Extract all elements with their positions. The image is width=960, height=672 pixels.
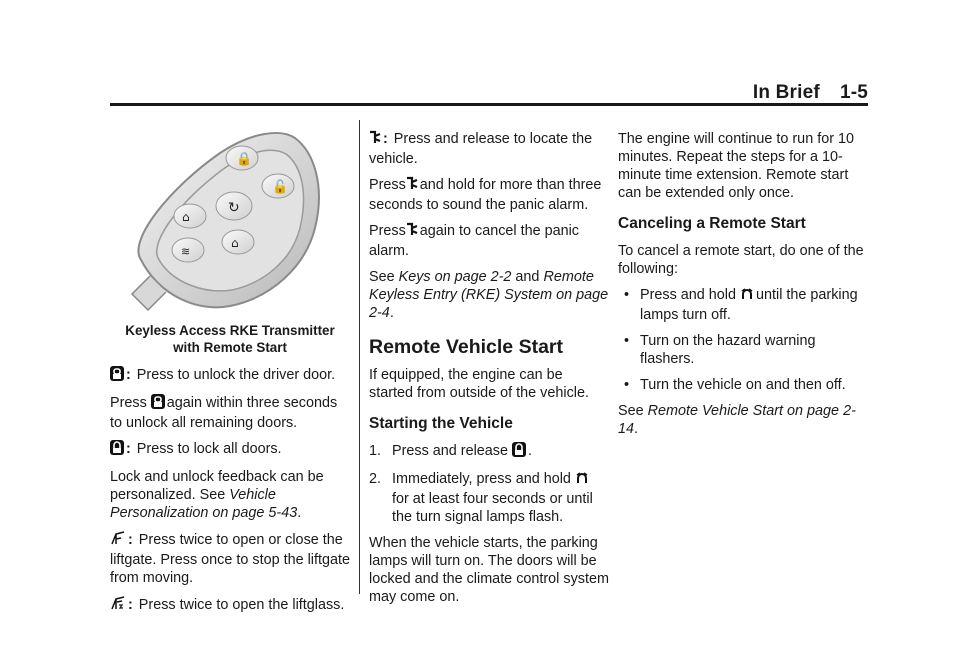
column-3 (618, 130, 868, 446)
section-name: In Brief (752, 82, 820, 103)
feedback-paragraph: Lock and unlock feedback can be personalized. See Vehicle Personalization on page 5-43. (110, 469, 324, 521)
figure-caption: Keyless Access RKE Transmitter with Remote Start (125, 323, 335, 355)
remote-vehicle-start-link[interactable]: Remote Vehicle Start on page 2-14 (618, 403, 856, 437)
lock-icon (512, 442, 526, 462)
keys-link[interactable]: Keys on page 2-2 (398, 269, 512, 285)
panic-icon (369, 130, 381, 150)
panic-description: : Press and release to locate the vehicle. (369, 131, 593, 167)
heading-canceling-remote-start: Canceling a Remote Start (618, 215, 806, 232)
page-header (110, 78, 868, 106)
svg-text:↻: ↻ (228, 200, 240, 216)
panic-hold-paragraph: Press and hold for more than three seconds to sound the panic alarm. (369, 177, 602, 213)
step-2: 2. Immediately, press and hold for at least four seconds or until the turn signal lamps flash. (369, 471, 593, 525)
cancel-intro: To cancel a remote start, do one of the following: (618, 243, 864, 277)
engine-run-paragraph: The engine will continue to run for 10 minutes. Repeat the steps for a 10-minute time extension. Remote start can be extended only once. (618, 131, 854, 201)
svg-text:🔓: 🔓 (272, 180, 289, 195)
list-item: • Press and hold until the parking lamps turn off. (624, 287, 858, 323)
rvs-intro: If equipped, the engine can be started from outside of the vehicle. (369, 367, 589, 401)
step-1: 1. Press and release . (369, 442, 609, 462)
see-keys-paragraph: See Keys on page 2-2 and Remote Keyless Entry (RKE) System on page 2-4. (369, 269, 609, 321)
unlock-icon (151, 394, 165, 414)
vehicle-personalization-link[interactable]: Vehicle Personalization on page 5-43 (110, 487, 298, 521)
heading-starting-vehicle: Starting the Vehicle (369, 415, 513, 432)
vehicle-starts-paragraph: When the vehicle starts, the parking lamps will turn on. The doors will be locked and the climate control system may come on. (369, 535, 609, 605)
liftgate-icon (110, 530, 126, 551)
svg-text:🔒: 🔒 (236, 152, 253, 167)
see-remote-start-paragraph: See Remote Vehicle Start on page 2-14. (618, 403, 856, 437)
liftglass-icon (110, 595, 126, 616)
unlock-again-description: Press again within three seconds to unlock all remaining doors. (110, 395, 338, 431)
svg-text:⌂: ⌂ (231, 236, 239, 250)
column-1 (110, 118, 350, 624)
lock-description: : Press to lock all doors. (110, 440, 350, 460)
svg-text:≋: ≋ (181, 245, 191, 258)
heading-remote-vehicle-start: Remote Vehicle Start (369, 336, 563, 358)
header-rule (110, 103, 868, 106)
remote-start-icon (575, 470, 589, 490)
unlock-icon (110, 366, 124, 386)
page-number: 1-5 (839, 82, 868, 103)
remote-start-icon (740, 286, 754, 306)
svg-text:⌂: ⌂ (182, 210, 190, 224)
key-fob-illustration (110, 118, 350, 318)
column-divider (359, 120, 360, 594)
list-item: • Turn the vehicle on and then off. (624, 377, 846, 393)
header-title (753, 82, 868, 104)
lock-icon (110, 440, 124, 460)
rke-link[interactable]: Remote Keyless Entry (RKE) System on page 2-4 (369, 269, 609, 321)
panic-cancel-paragraph: Press again to cancel the panic alarm. (369, 223, 580, 259)
panic-icon (406, 176, 418, 196)
column-2 (369, 130, 609, 614)
unlock-description: : Press to unlock the driver door. (110, 366, 350, 386)
panic-icon (406, 222, 418, 242)
liftglass-description: : Press twice to open the liftglass. (110, 595, 350, 616)
liftgate-description: : Press twice to open or close the liftgate. Press once to stop the liftgate from moving. (110, 532, 350, 586)
list-item: • Turn on the hazard warning flashers. (624, 333, 816, 367)
